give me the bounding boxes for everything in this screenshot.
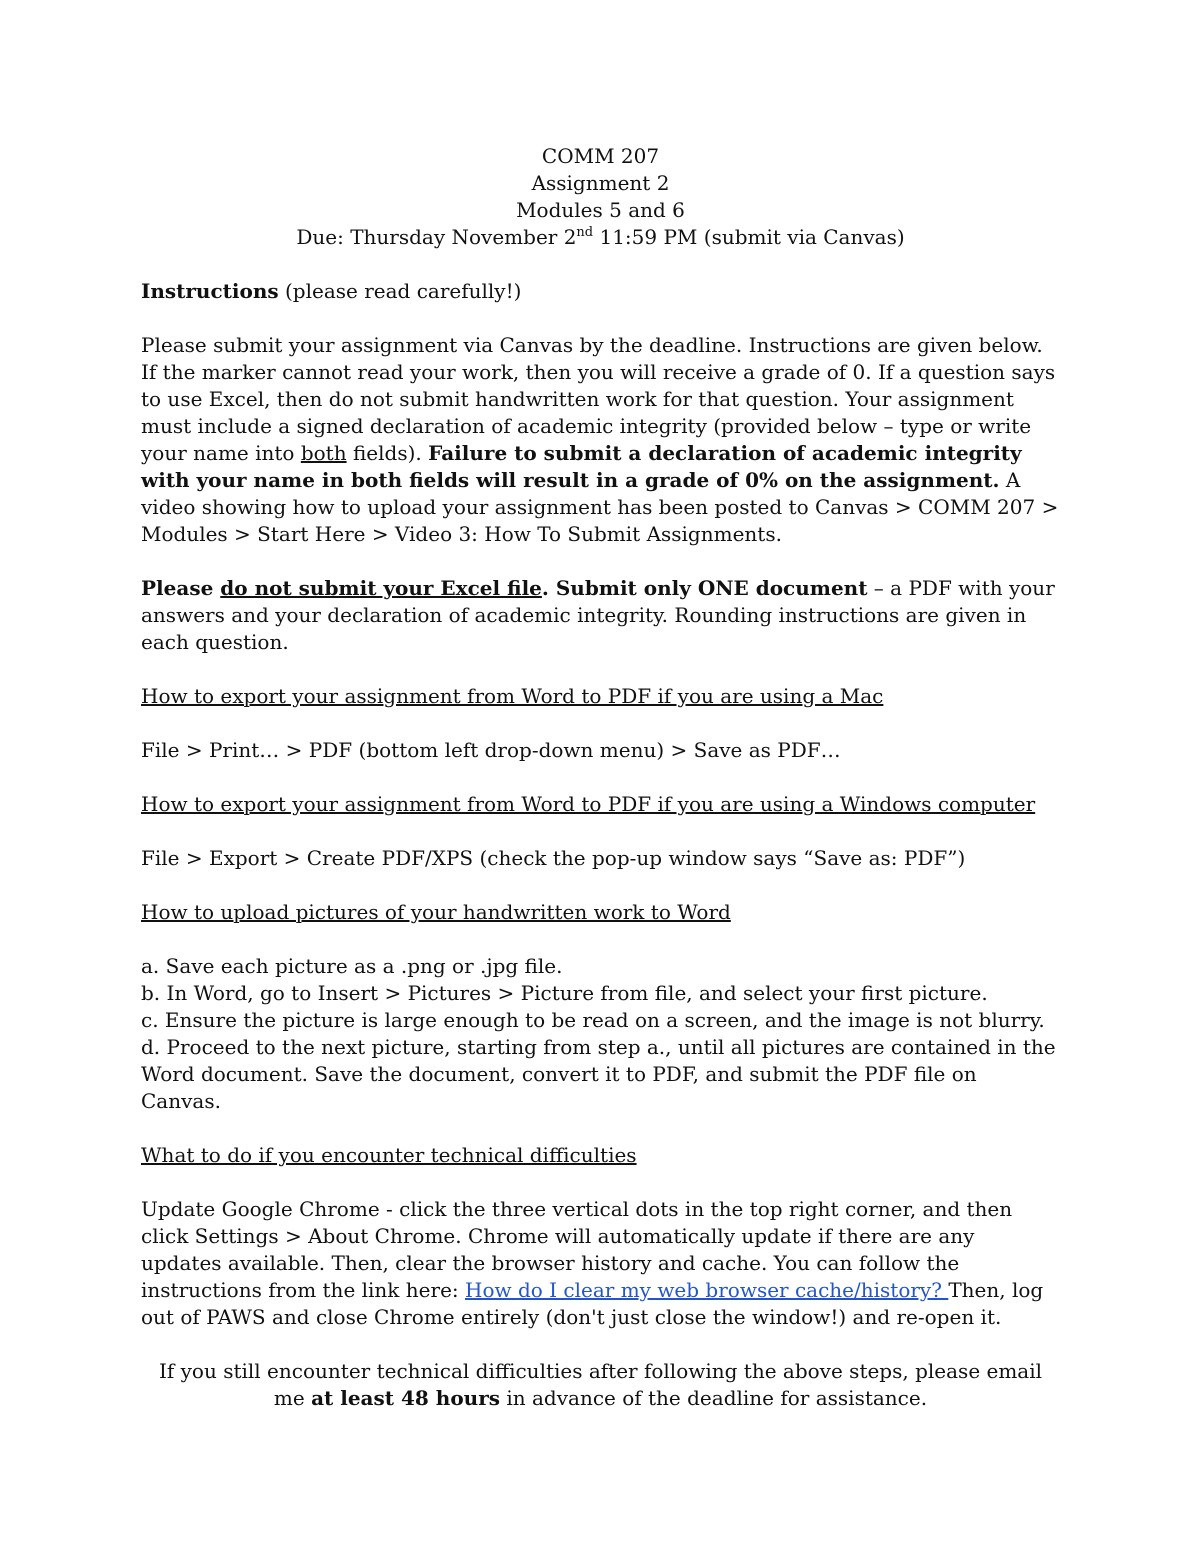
footer-note	[141, 1358, 1060, 1412]
submission-text-3: A video showing how to upload your assignment has been posted to Canvas > COMM 207 > Modules > Start Here > Video 3: How To Submit Assignments.	[141, 468, 1059, 546]
footer-emphasis: at least 48 hours	[311, 1386, 500, 1410]
instructions-heading: Instructions	[141, 279, 279, 303]
upload-step: c. Ensure the picture is large enough to be read on a screen, and the image is not blurry.	[141, 1008, 1045, 1032]
upload-steps-list	[141, 953, 1060, 1115]
both-emphasis: both	[300, 441, 347, 465]
excel-do-not-submit: do not submit your Excel file	[220, 576, 542, 600]
due-line	[141, 224, 1060, 251]
mac-heading: How to export your assignment from Word to PDF if you are using a Mac	[141, 684, 884, 708]
excel-paragraph	[141, 575, 1060, 656]
instructions-note: (please read carefully!)	[278, 279, 522, 303]
document-header	[141, 143, 1060, 251]
windows-heading: How to export your assignment from Word to PDF if you are using a Windows computer	[141, 792, 1036, 816]
technical-paragraph	[141, 1196, 1060, 1331]
modules-line: Modules 5 and 6	[516, 198, 685, 222]
windows-steps: File > Export > Create PDF/XPS (check the pop-up window says “Save as: PDF”)	[141, 846, 966, 870]
excel-please: Please	[141, 576, 221, 600]
clear-cache-link[interactable]: How do I clear my web browser cache/history?	[465, 1278, 949, 1302]
upload-step: d. Proceed to the next picture, starting from step a., until all pictures are contained in the Word document. Save the document, convert it to PDF, and submit the PDF file on Canvas.	[141, 1035, 1056, 1113]
submission-paragraph	[141, 332, 1060, 548]
due-superscript: nd	[576, 225, 594, 240]
footer-text-1: If you still encounter technical difficulties after following the above steps, please email me	[158, 1359, 1043, 1410]
upload-step: b. In Word, go to Insert > Pictures > Picture from file, and select your first picture.	[141, 981, 988, 1005]
integrity-warning: Failure to submit a declaration of academic integrity with your name in both fields will result in a grade of 0% on the assignment.	[141, 441, 1022, 492]
submission-text-1: Please submit your assignment via Canvas by the deadline. Instructions are given below. If the marker cannot read your work, then you will receive a grade of 0. If a question says to use Excel, then do not submit handwritten work for that question. Your assignment must include a signed declaration of academic integrity (provided below – type or write your name into	[141, 333, 1056, 465]
submission-text-2: fields).	[346, 441, 429, 465]
assignment-title: Assignment 2	[531, 171, 670, 195]
technical-text-2: Then, log out of PAWS and close Chrome entirely (don't just close the window!) and re-open it.	[141, 1278, 1044, 1329]
mac-steps: File > Print… > PDF (bottom left drop-down menu) > Save as PDF…	[141, 738, 841, 762]
due-suffix: 11:59 PM (submit via Canvas)	[593, 225, 905, 249]
due-prefix: Due: Thursday November 2	[296, 225, 577, 249]
one-document: . Submit only ONE document	[541, 576, 868, 600]
upload-step: a. Save each picture as a .png or .jpg file.	[141, 954, 563, 978]
instructions-heading-line	[141, 278, 1060, 305]
upload-heading: How to upload pictures of your handwritten work to Word	[141, 900, 731, 924]
excel-text: – a PDF with your answers and your declaration of academic integrity. Rounding instructions are given in each question.	[141, 576, 1055, 654]
technical-heading: What to do if you encounter technical difficulties	[141, 1143, 637, 1167]
technical-text-1: Update Google Chrome - click the three vertical dots in the top right corner, and then click Settings > About Chrome. Chrome will automatically update if there are any updates available. Then, clear the browser history and cache. You can follow the instructions from the link here:	[141, 1197, 1013, 1302]
footer-text-2: in advance of the deadline for assistance.	[500, 1386, 928, 1410]
course-title: COMM 207	[541, 144, 660, 168]
